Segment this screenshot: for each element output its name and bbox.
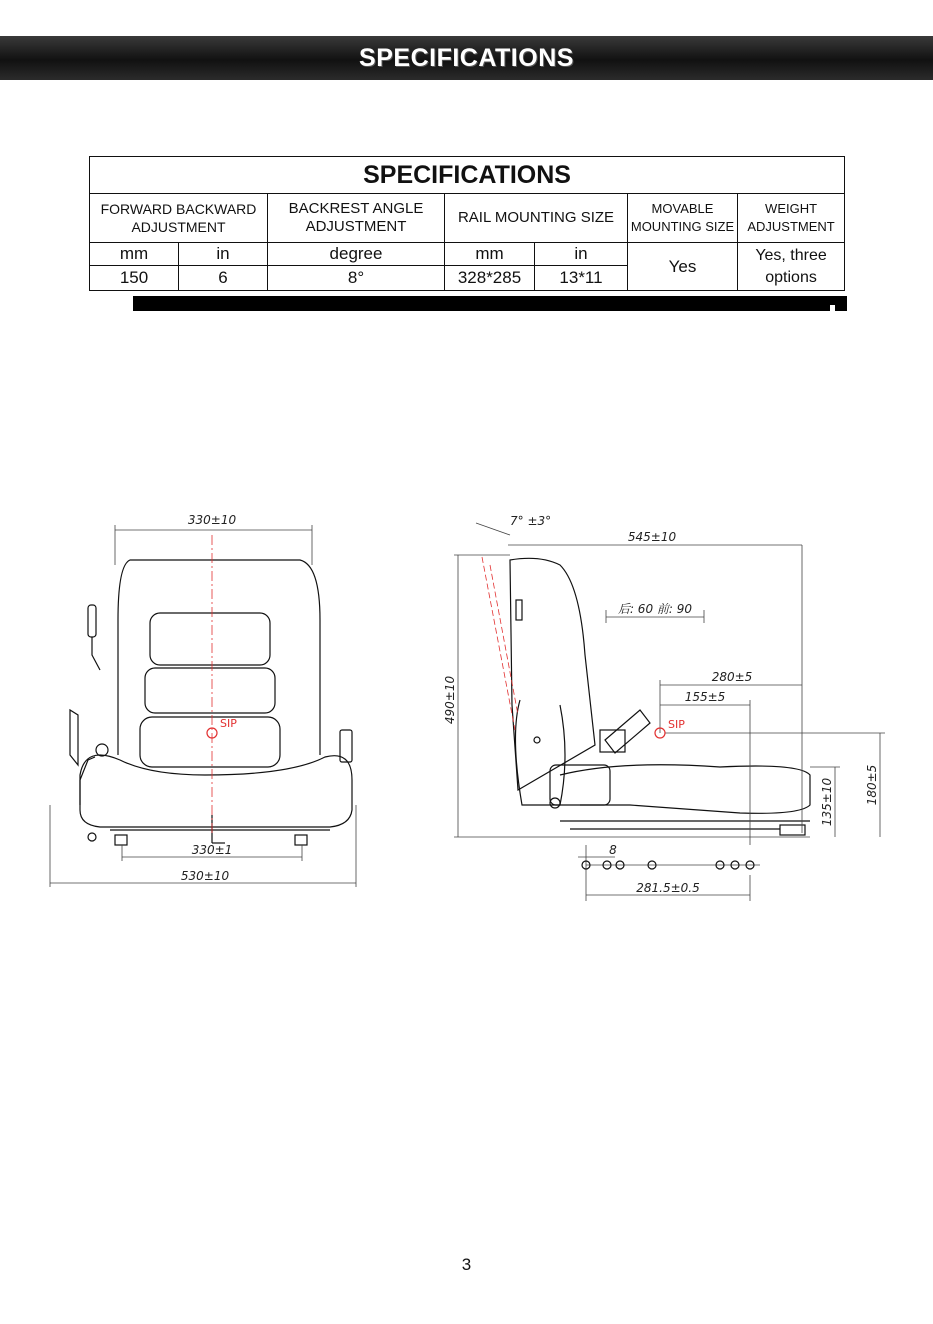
dim-rail-width: 330±1: [191, 843, 233, 857]
header-rail-mounting: RAIL MOUNTING SIZE: [445, 194, 628, 243]
header-backrest-angle: BACKREST ANGLE ADJUSTMENT: [268, 194, 445, 243]
side-sip-label: SIP: [668, 718, 685, 731]
unit-cell: mm: [90, 243, 179, 266]
table-shadow-bar: [133, 296, 847, 311]
page-number: 3: [461, 1255, 472, 1274]
dim-overall-width: 530±10: [180, 869, 230, 883]
value-cell: 6: [179, 266, 268, 291]
unit-cell: mm: [445, 243, 535, 266]
unit-cell: in: [179, 243, 268, 266]
value-cell: 328*285: [445, 266, 535, 291]
dim-width-top: 330±10: [187, 513, 237, 527]
side-view-backrest-angle-lines: [482, 557, 518, 730]
weight-adjustment-value: Yes, three options: [738, 243, 845, 291]
side-view-dimensions: [454, 523, 885, 901]
dim-overall-height: 490±10: [443, 675, 457, 725]
dim-adjust-range: 后: 60 前: 90: [617, 602, 693, 616]
header-forward-backward: FORWARD BACKWARD ADJUSTMENT: [90, 194, 268, 243]
value-cell: 8°: [268, 266, 445, 291]
dim-sip-to-ref: 155±5: [684, 690, 726, 704]
value-cell: 150: [90, 266, 179, 291]
dim-sip-height: 180±5: [865, 764, 879, 806]
unit-cell: in: [535, 243, 628, 266]
value-cell: 13*11: [535, 266, 628, 291]
dim-rail-height: 135±10: [820, 777, 834, 827]
dim-rail-offset: 8: [609, 843, 617, 857]
seat-dimension-drawing: [40, 505, 900, 915]
header-weight-adjustment: WEIGHT ADJUSTMENT: [738, 194, 845, 243]
page-title: SPECIFICATIONS: [359, 44, 574, 72]
front-view-seat: [70, 560, 352, 845]
header-movable-mounting: MOVABLE MOUNTING SIZE: [628, 194, 738, 243]
table-title: SPECIFICATIONS: [90, 157, 845, 194]
unit-cell: degree: [268, 243, 445, 266]
dim-depth: 545±10: [627, 530, 677, 544]
front-view-dimensions: [50, 525, 356, 887]
movable-mounting-value: Yes: [628, 243, 738, 291]
front-sip-label: SIP: [220, 717, 237, 730]
dim-sip-to-front: 280±5: [711, 670, 753, 684]
shadow-notch: [830, 305, 835, 311]
dim-rail-length: 281.5±0.5: [636, 881, 700, 895]
dim-backrest-angle: 7° ±3°: [510, 514, 552, 528]
header-banner: [0, 36, 933, 80]
specifications-table: [89, 156, 845, 291]
